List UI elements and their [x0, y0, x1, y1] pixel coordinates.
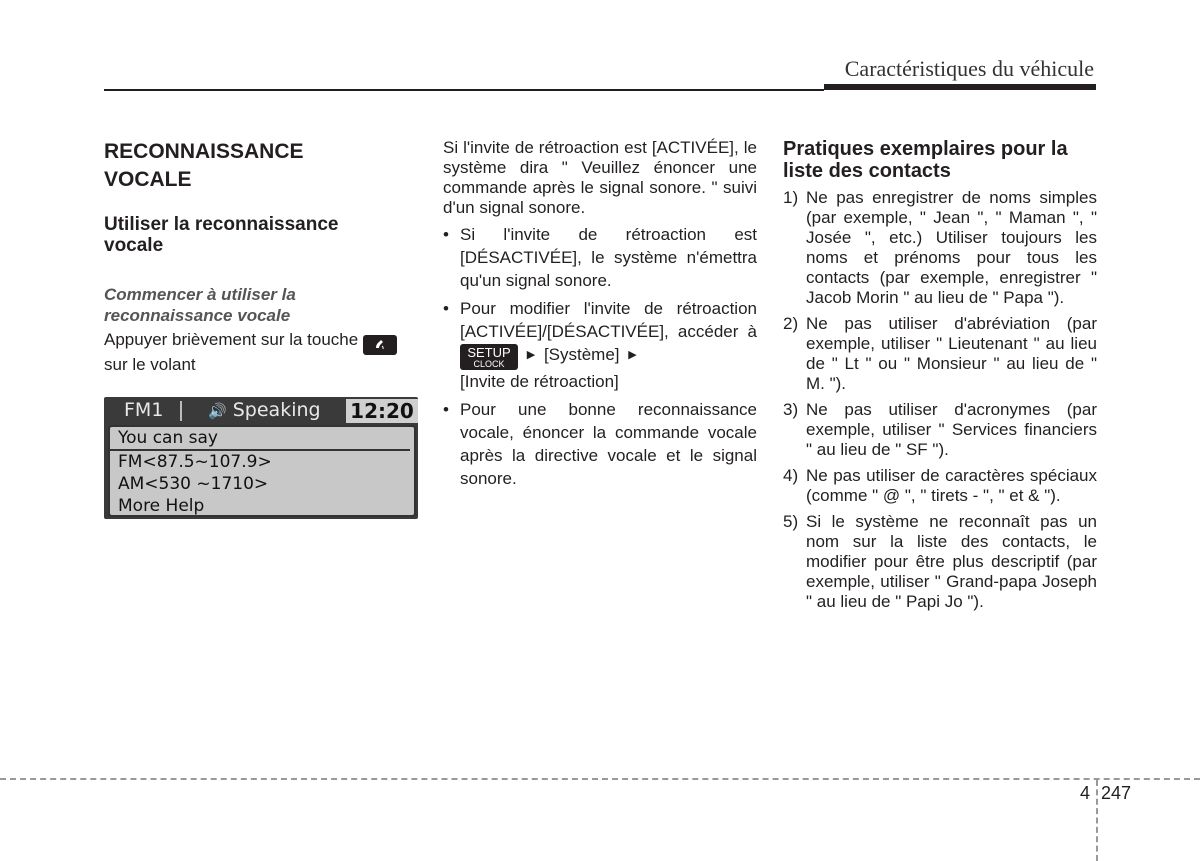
display-line: FM<87.5~107.9> — [118, 452, 272, 472]
chapter-number: 4 — [1080, 783, 1091, 803]
speaker-icon: 🔊 — [208, 402, 227, 420]
column-left — [104, 138, 418, 519]
list-item — [783, 188, 1097, 308]
list-item-text: Si le système ne reconnaît pas un nom sur la liste des contacts, le modifier pour être plus descriptif (par exemple, utiliser " Grand-papa Joseph " au lieu de " Papi Jo "). — [806, 512, 1097, 611]
contacts-section-title-line: liste des contacts — [783, 160, 951, 182]
bullet-marker: • — [443, 400, 449, 419]
section-title-line: VOCALE — [104, 168, 192, 191]
display-clock: 12:20 — [346, 399, 418, 423]
header-rule — [104, 89, 824, 91]
setup-key-label: SETUP — [467, 345, 511, 360]
list-number: 2) — [783, 314, 799, 333]
list-item — [783, 512, 1097, 612]
list-item-text: Ne pas utiliser de caractères spéciaux (comme " @ ", " tirets - ", " et & "). — [806, 466, 1097, 505]
list-item — [783, 400, 1097, 460]
section-title — [104, 138, 418, 194]
contacts-section-title — [783, 138, 1097, 182]
display-band: FM1 — [124, 399, 164, 421]
voice-talk-key-icon — [363, 335, 397, 355]
bullet-list — [443, 223, 757, 490]
setup-clock-key-icon — [460, 344, 518, 370]
column-right — [783, 138, 1097, 618]
arrow-right-icon: ▶ — [526, 349, 536, 361]
display-status-bar — [104, 399, 418, 423]
bullet-text: Pour modifier l'invite de rétroaction [ACTIVÉE]/[DÉSACTIVÉE], accéder à — [460, 299, 757, 341]
bullet-marker: • — [443, 225, 449, 244]
topic-title-line: Commencer à utiliser la — [104, 285, 296, 304]
list-number: 3) — [783, 400, 799, 419]
display-speaking-status — [208, 399, 321, 421]
list-number: 4) — [783, 466, 799, 485]
instruction-text: Appuyer brièvement sur la touche — [104, 330, 359, 349]
clock-key-label: CLOCK — [473, 359, 505, 369]
bullet-marker: • — [443, 299, 449, 318]
bullet-item — [443, 297, 757, 393]
intro-paragraph: Si l'invite de rétroaction est [ACTIVÉE], le système dira " Veuillez énoncer une commande après le signal sonore. " suivi d'un signal sonore. — [443, 138, 757, 217]
display-line: You can say — [110, 427, 410, 451]
numbered-list — [783, 188, 1097, 612]
instruction-paragraph — [104, 330, 418, 375]
subsection-title-line: vocale — [104, 235, 164, 256]
display-line: More Help — [118, 496, 205, 516]
header-rule-accent — [824, 84, 1096, 90]
subsection-title-line: Utiliser la reconnaissance — [104, 214, 339, 235]
list-item-text: Ne pas utiliser d'acronymes (par exemple, utiliser " Services financiers " au lieu de " SF "). — [806, 400, 1097, 459]
display-divider — [180, 401, 182, 421]
bullet-text: Si l'invite de rétroaction est [DÉSACTIVÉE], le système n'émettra qu'un signal sonore. — [460, 225, 757, 290]
list-item-text: Ne pas utiliser d'abréviation (par exemple, utiliser " Lieutenant " au lieu de " Lt " ou " Monsieur " au lieu de " M. "). — [806, 314, 1097, 393]
display-line: AM<530 ~1710> — [118, 474, 269, 494]
list-number: 5) — [783, 512, 799, 531]
instruction-text: sur le volant — [104, 355, 196, 374]
display-speaking-label: Speaking — [232, 399, 321, 421]
running-header-title: Caractéristiques du véhicule — [844, 56, 1094, 81]
footer-rule — [0, 778, 1200, 780]
bullet-item — [443, 223, 757, 292]
list-number: 1) — [783, 188, 799, 207]
list-item — [783, 314, 1097, 394]
bullet-text: [Invite de rétroaction] — [460, 372, 619, 391]
bullet-text: Pour une bonne reconnaissance vocale, énoncer la commande vocale après la directive vocale et le signal sonore. — [460, 400, 757, 488]
arrow-right-icon: ▶ — [628, 349, 637, 361]
list-item-text: Ne pas enregistrer de noms simples (par exemple, " Jean ", " Maman ", " Josée ", etc.) Utiliser toujours les noms et prénoms pour tous les contacts (par exemple, enregistrer " Jacob Morin " au lieu de " Papa "). — [806, 188, 1097, 307]
bullet-item — [443, 398, 757, 490]
list-item — [783, 466, 1097, 506]
topic-title — [104, 284, 418, 326]
column-middle — [443, 138, 757, 490]
topic-title-line: reconnaissance vocale — [104, 306, 291, 325]
radio-display-screen — [104, 397, 418, 519]
subsection-title — [104, 214, 418, 256]
footer-divider — [1096, 780, 1098, 861]
section-title-line: RECONNAISSANCE — [104, 140, 304, 163]
display-content-area — [108, 425, 416, 517]
contacts-section-title-line: Pratiques exemplaires pour la — [783, 138, 1068, 160]
bullet-text: [Système] — [543, 345, 620, 364]
page-number: 247 — [1101, 783, 1132, 803]
